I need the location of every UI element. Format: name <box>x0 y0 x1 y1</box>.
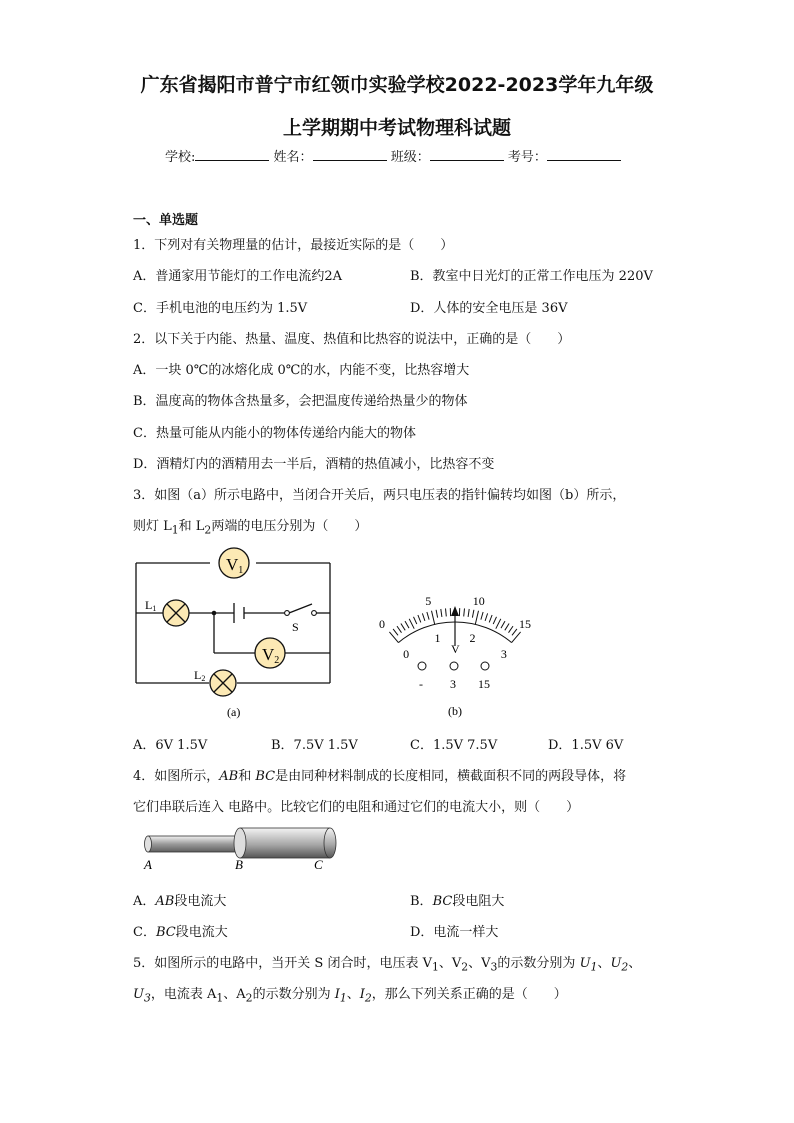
point-c-label: C <box>314 857 323 872</box>
dial-tick <box>432 611 435 625</box>
q3-option-b: B．7.5V 1.5V <box>271 738 358 753</box>
dial-tick <box>436 610 438 618</box>
dial-tick <box>441 609 442 617</box>
dial-tick <box>489 615 492 622</box>
q1-option-a: A．普通家用节能灯的工作电流约2A <box>133 269 343 284</box>
q1-option-b: B．教室中日光灯的正常工作电压为 220V <box>410 269 653 284</box>
name-blank[interactable] <box>313 148 387 161</box>
svg-text:L1: L1 <box>145 598 157 613</box>
dial-tick <box>409 619 414 629</box>
svg-text:S: S <box>292 620 299 634</box>
q5-stem-line-1: 5．如图所示的电路中，当开关 S 闭合时，电压表 $V_1$、$V_2$、$V_3$的示数分别为 $U_1$、$U_2$、 <box>133 956 642 974</box>
dial-lower-label: 2 <box>469 631 476 645</box>
dial-tick <box>501 621 505 628</box>
school-label: 学校: <box>165 150 196 165</box>
dial-tick <box>485 613 488 621</box>
name-label: 姓名： <box>273 150 313 165</box>
q4-stem-line-1: 4．如图所示，AB和 BC是由同种材料制成的长度相同，横截面积不同的两段导体，将 <box>133 769 627 784</box>
q3-stem-line-1: 3．如图（a）所示电路中，当闭合开关后，两只电压表的指针偏转均如图（b）所示， <box>133 488 626 503</box>
school-blank[interactable] <box>195 148 269 161</box>
dial-upper-label: 15 <box>519 617 531 632</box>
circuit-diagram-a <box>130 543 340 723</box>
q1-option-d: D．人体的安全电压是 36V <box>410 301 568 316</box>
dial-tick <box>468 609 469 617</box>
dial-tick <box>475 611 478 625</box>
svg-text:V2: V2 <box>262 645 280 666</box>
dial-tick <box>418 615 421 622</box>
terminal-label-neg: - <box>419 677 423 691</box>
terminal-3-icon <box>450 662 458 670</box>
q2-option-d: D．酒精灯内的酒精用去一半后，酒精的热值减小，比热容不变 <box>133 457 495 472</box>
terminal-label-3: 3 <box>450 677 456 691</box>
title-line-1: 广东省揭阳市普宁市红领巾实验学校2022-2023学年九年级 <box>140 74 654 96</box>
dial-tick <box>509 626 514 633</box>
figure-a-caption: (a) <box>227 705 241 719</box>
point-b-label: B <box>235 857 243 872</box>
dial-tick <box>414 617 417 624</box>
number-label: 考号： <box>507 150 547 165</box>
voltmeter-dial-b <box>350 560 560 720</box>
point-a-label: A <box>144 857 152 872</box>
terminal-neg-icon <box>418 662 426 670</box>
svg-text:L2: L2 <box>194 668 206 683</box>
q3-option-c: C．1.5V 7.5V <box>410 738 498 753</box>
dial-unit: V <box>451 642 460 656</box>
svg-text:V1: V1 <box>226 555 244 576</box>
section-heading: 一、单选题 <box>133 213 199 228</box>
q4-option-a: A．AB段电流大 <box>133 894 227 909</box>
q4-option-c: C．BC段电流大 <box>133 925 228 940</box>
dial-lower-label: 3 <box>500 646 507 661</box>
dial-tick <box>505 624 509 631</box>
dial-tick <box>464 608 465 616</box>
q2-option-a: A．一块 0℃的冰熔化成 0℃的水，内能不变，比热容增大 <box>133 363 470 378</box>
conductor-diagram <box>140 822 340 872</box>
dial-tick <box>472 610 474 618</box>
dial-tick <box>427 612 429 620</box>
dial-lower-label: 0 <box>403 646 410 661</box>
dial-upper-label: 0 <box>379 617 385 632</box>
dial-tick <box>393 629 398 635</box>
title-line-2: 上学期期中考试物理科试题 <box>282 117 511 139</box>
class-label: 班级： <box>390 150 430 165</box>
class-blank[interactable] <box>430 148 504 161</box>
q5-stem-line-2: $U_3$，电流表 $A_1$、$A_2$的示数分别为 $I_1$、$I_2$，那么下列关系正确的是（ ） <box>133 987 567 1005</box>
dial-tick <box>481 612 483 620</box>
q1-stem: 1．下列对有关物理量的估计，最接近实际的是（ ） <box>133 238 454 253</box>
dial-tick <box>405 621 409 628</box>
q3-stem-line-2: 则灯 $L_1$和 $L_2$两端的电压分别为（ ） <box>133 519 368 537</box>
dial-upper-label: 5 <box>425 594 432 608</box>
q3-option-d: D．1.5V 6V <box>548 738 624 753</box>
number-blank[interactable] <box>547 148 621 161</box>
q4-stem-line-2: 它们串联后连入 电路中。比较它们的电阻和通过它们的电流大小，则（ ） <box>133 800 580 815</box>
dial-tick <box>446 608 447 616</box>
q4-option-d: D．电流一样大 <box>410 925 499 940</box>
dial-tick <box>397 626 402 633</box>
dial-tick <box>496 619 501 629</box>
student-info-line <box>165 146 621 165</box>
dial-tick <box>493 617 496 624</box>
figure-b-caption: (b) <box>448 704 462 718</box>
q4-option-b: B．BC段电阻大 <box>410 894 505 909</box>
dial-tick <box>512 629 517 635</box>
dial-tick <box>401 624 405 631</box>
dial-lower-label: 1 <box>434 631 441 645</box>
terminal-15-icon <box>481 662 489 670</box>
dial-upper-label: 10 <box>472 594 485 608</box>
q1-option-c: C．手机电池的电压约为 1.5V <box>133 301 308 316</box>
terminal-label-15: 15 <box>478 677 490 691</box>
q3-option-a: A．6V 1.5V <box>133 738 208 753</box>
dial-tick <box>422 613 425 621</box>
q2-stem: 2．以下关于内能、热量、温度、热值和比热容的说法中，正确的是（ ） <box>133 332 571 347</box>
q2-option-b: B．温度高的物体含热量多，会把温度传递给热量少的物体 <box>133 394 468 409</box>
q2-option-c: C．热量可能从内能小的物体传递给内能大的物体 <box>133 426 416 441</box>
